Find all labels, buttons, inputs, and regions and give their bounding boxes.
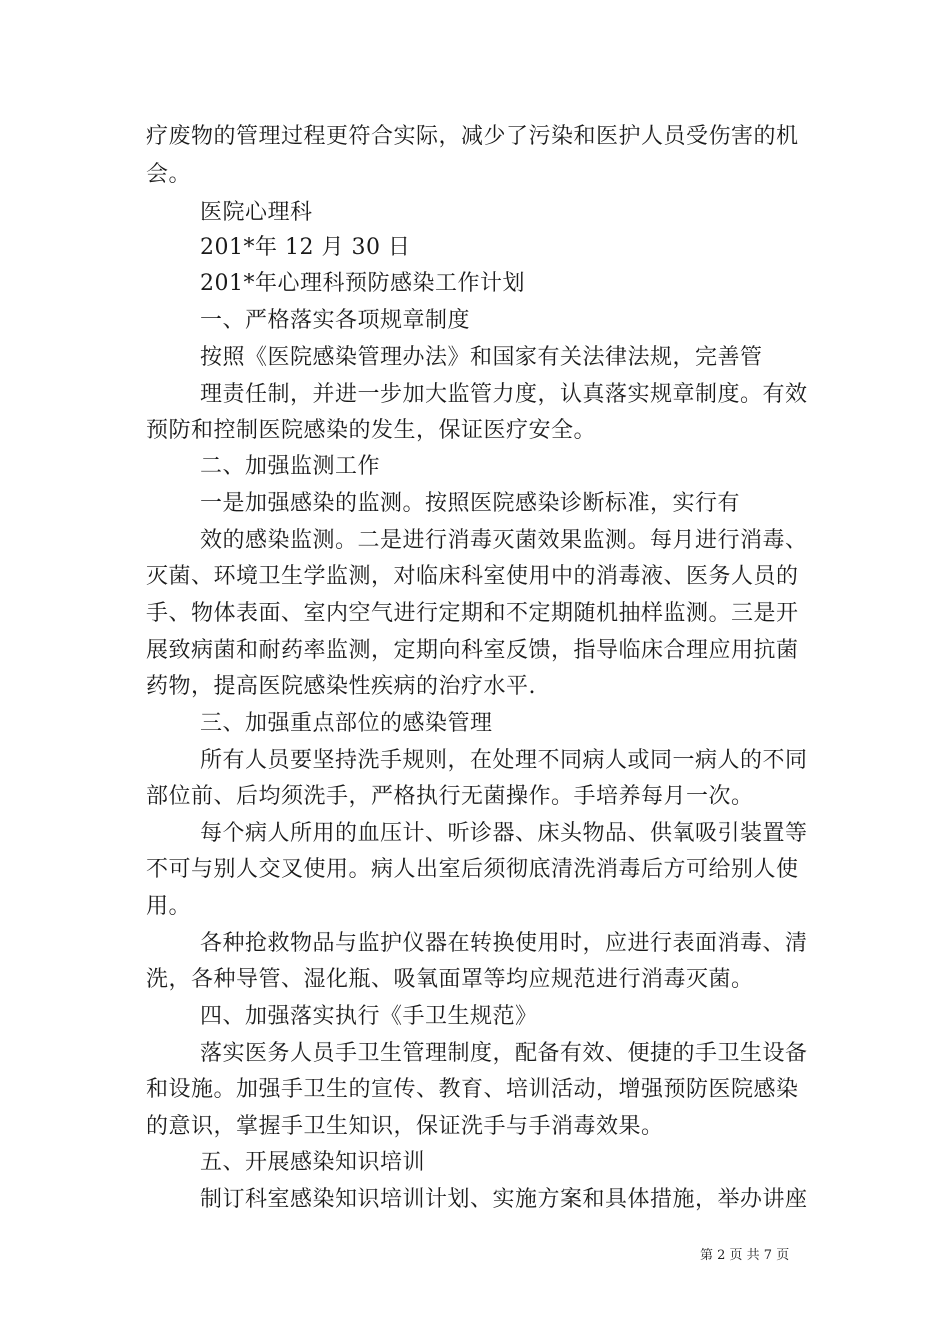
section-heading-2: 二、加强监测工作 (200, 454, 381, 479)
text-line: 效的感染监测。二是进行消毒灭菌效果监测。每月进行消毒、 (200, 528, 808, 553)
text-line: 和设施。加强手卫生的宣传、教育、培训活动，增强预防医院感染 (146, 1077, 799, 1102)
section-heading-4: 四、加强落实执行《手卫生规范》 (200, 1004, 538, 1029)
text-line: 落实医务人员手卫生管理制度，配备有效、便捷的手卫生设备 (200, 1041, 808, 1066)
text-line: 展致病菌和耐药率监测，定期向科室反馈，指导临床合理应用抗菌 (146, 638, 799, 663)
text-line: 不可与别人交叉使用。病人出室后须彻底清洗消毒后方可给别人使 (146, 857, 799, 882)
text-line: 所有人员要坚持洗手规则，在处理不同病人或同一病人的不同 (200, 748, 808, 773)
section-heading-5: 五、开展感染知识培训 (200, 1150, 426, 1175)
page-number-footer: 第 2 页 共 7 页 (700, 1248, 790, 1263)
text-line: 会。 (146, 162, 192, 187)
text-line: 手、物体表面、室内空气进行定期和不定期随机抽样监测。三是开 (146, 601, 799, 626)
text-line: 按照《医院感染管理办法》和国家有关法律法规，完善管 (200, 345, 763, 370)
text-line: 洗，各种导管、湿化瓶、吸氧面罩等均应规范进行消毒灭菌。 (146, 967, 754, 992)
text-line: 预防和控制医院感染的发生，保证医疗安全。 (146, 418, 597, 443)
text-line: 疗废物的管理过程更符合实际，减少了污染和医护人员受伤害的机 (146, 124, 799, 149)
department-name: 医院心理科 (200, 200, 313, 225)
document-title: 201*年心理科预防感染工作计划 (200, 271, 525, 296)
text-line: 各种抢救物品与监护仪器在转换使用时，应进行表面消毒、清 (200, 931, 808, 956)
text-line: 每个病人所用的血压计、听诊器、床头物品、供氧吸引装置等 (200, 821, 808, 846)
text-line: 用。 (146, 894, 192, 919)
section-heading-1: 一、严格落实各项规章制度 (200, 308, 471, 333)
text-line: 灭菌、环境卫生学监测，对临床科室使用中的消毒液、医务人员的 (146, 564, 799, 589)
text-line: 药物，提高医院感染性疾病的治疗水平. (146, 674, 536, 699)
text-line: 理责任制，并进一步加大监管力度，认真落实规章制度。有效 (200, 382, 808, 407)
text-line: 制订科室感染知识培训计划、实施方案和具体措施，举办讲座 (200, 1187, 808, 1212)
text-line: 的意识，掌握手卫生知识，保证洗手与手消毒效果。 (146, 1114, 664, 1139)
text-line: 一是加强感染的监测。按照医院感染诊断标准，实行有 (200, 491, 741, 516)
section-heading-3: 三、加强重点部位的感染管理 (200, 711, 493, 736)
text-line: 部位前、后均须洗手，严格执行无菌操作。手培养每月一次。 (146, 784, 754, 809)
document-date: 201*年 12 月 30 日 (200, 235, 411, 260)
